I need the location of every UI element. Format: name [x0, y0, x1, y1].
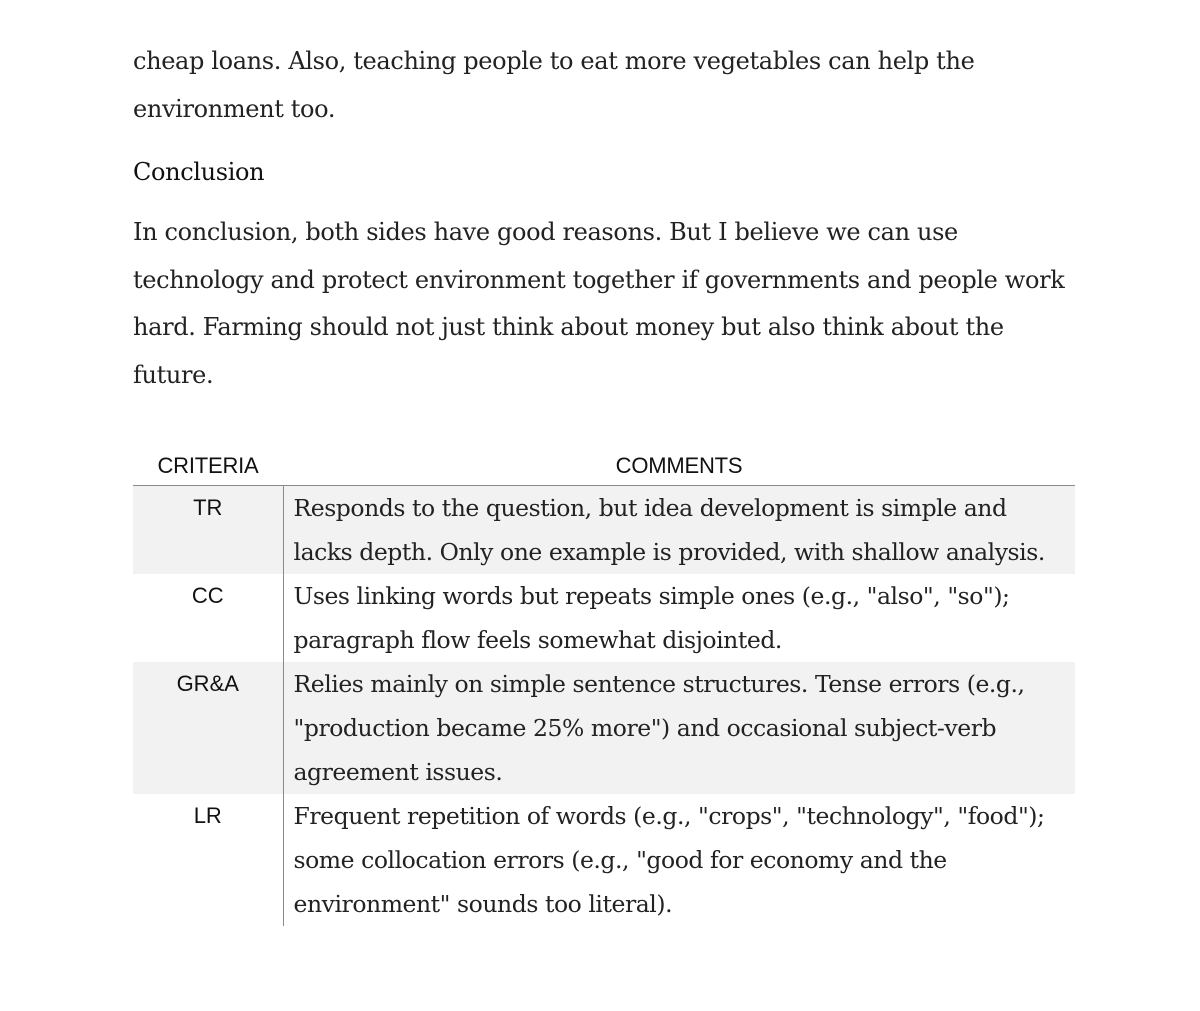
table-header-row — [133, 447, 1075, 486]
comment-cell: Relies mainly on simple sentence structures. Tense errors (e.g., "production became 25% more") and occasional subject-verb agreement issues. — [283, 662, 1075, 794]
intro-paragraph: cheap loans. Also, teaching people to eat more vegetables can help the environment too. — [133, 47, 975, 123]
comment-cell: Frequent repetition of words (e.g., "crops", "technology", "food"); some collocation errors (e.g., "good for economy and the environment" sounds too literal). — [293, 802, 1045, 918]
criteria-header: CRITERIA — [133, 447, 283, 486]
comments-header: COMMENTS — [283, 447, 1075, 486]
criterion-cell: TR — [133, 486, 283, 575]
essay-text — [133, 38, 1075, 399]
table-row — [133, 794, 1075, 926]
conclusion-heading: Conclusion — [133, 158, 265, 186]
criterion-cell: LR — [133, 794, 283, 926]
criterion-cell: GR&A — [133, 662, 283, 794]
comment-cell: Responds to the question, but idea development is simple and lacks depth. Only one example is provided, with shallow analysis. — [283, 486, 1075, 575]
table-row — [133, 574, 1075, 662]
feedback-table — [133, 447, 1075, 926]
table-row — [133, 486, 1075, 575]
table-row — [133, 662, 1075, 794]
comment-cell: Uses linking words but repeats simple ones (e.g., "also", "so"); paragraph flow feels somewhat disjointed. — [293, 582, 1010, 654]
criterion-cell: CC — [133, 574, 283, 662]
conclusion-paragraph: In conclusion, both sides have good reasons. But I believe we can use technology and protect environment together if governments and people work hard. Farming should not just think about money but also think about the future. — [133, 218, 1065, 389]
